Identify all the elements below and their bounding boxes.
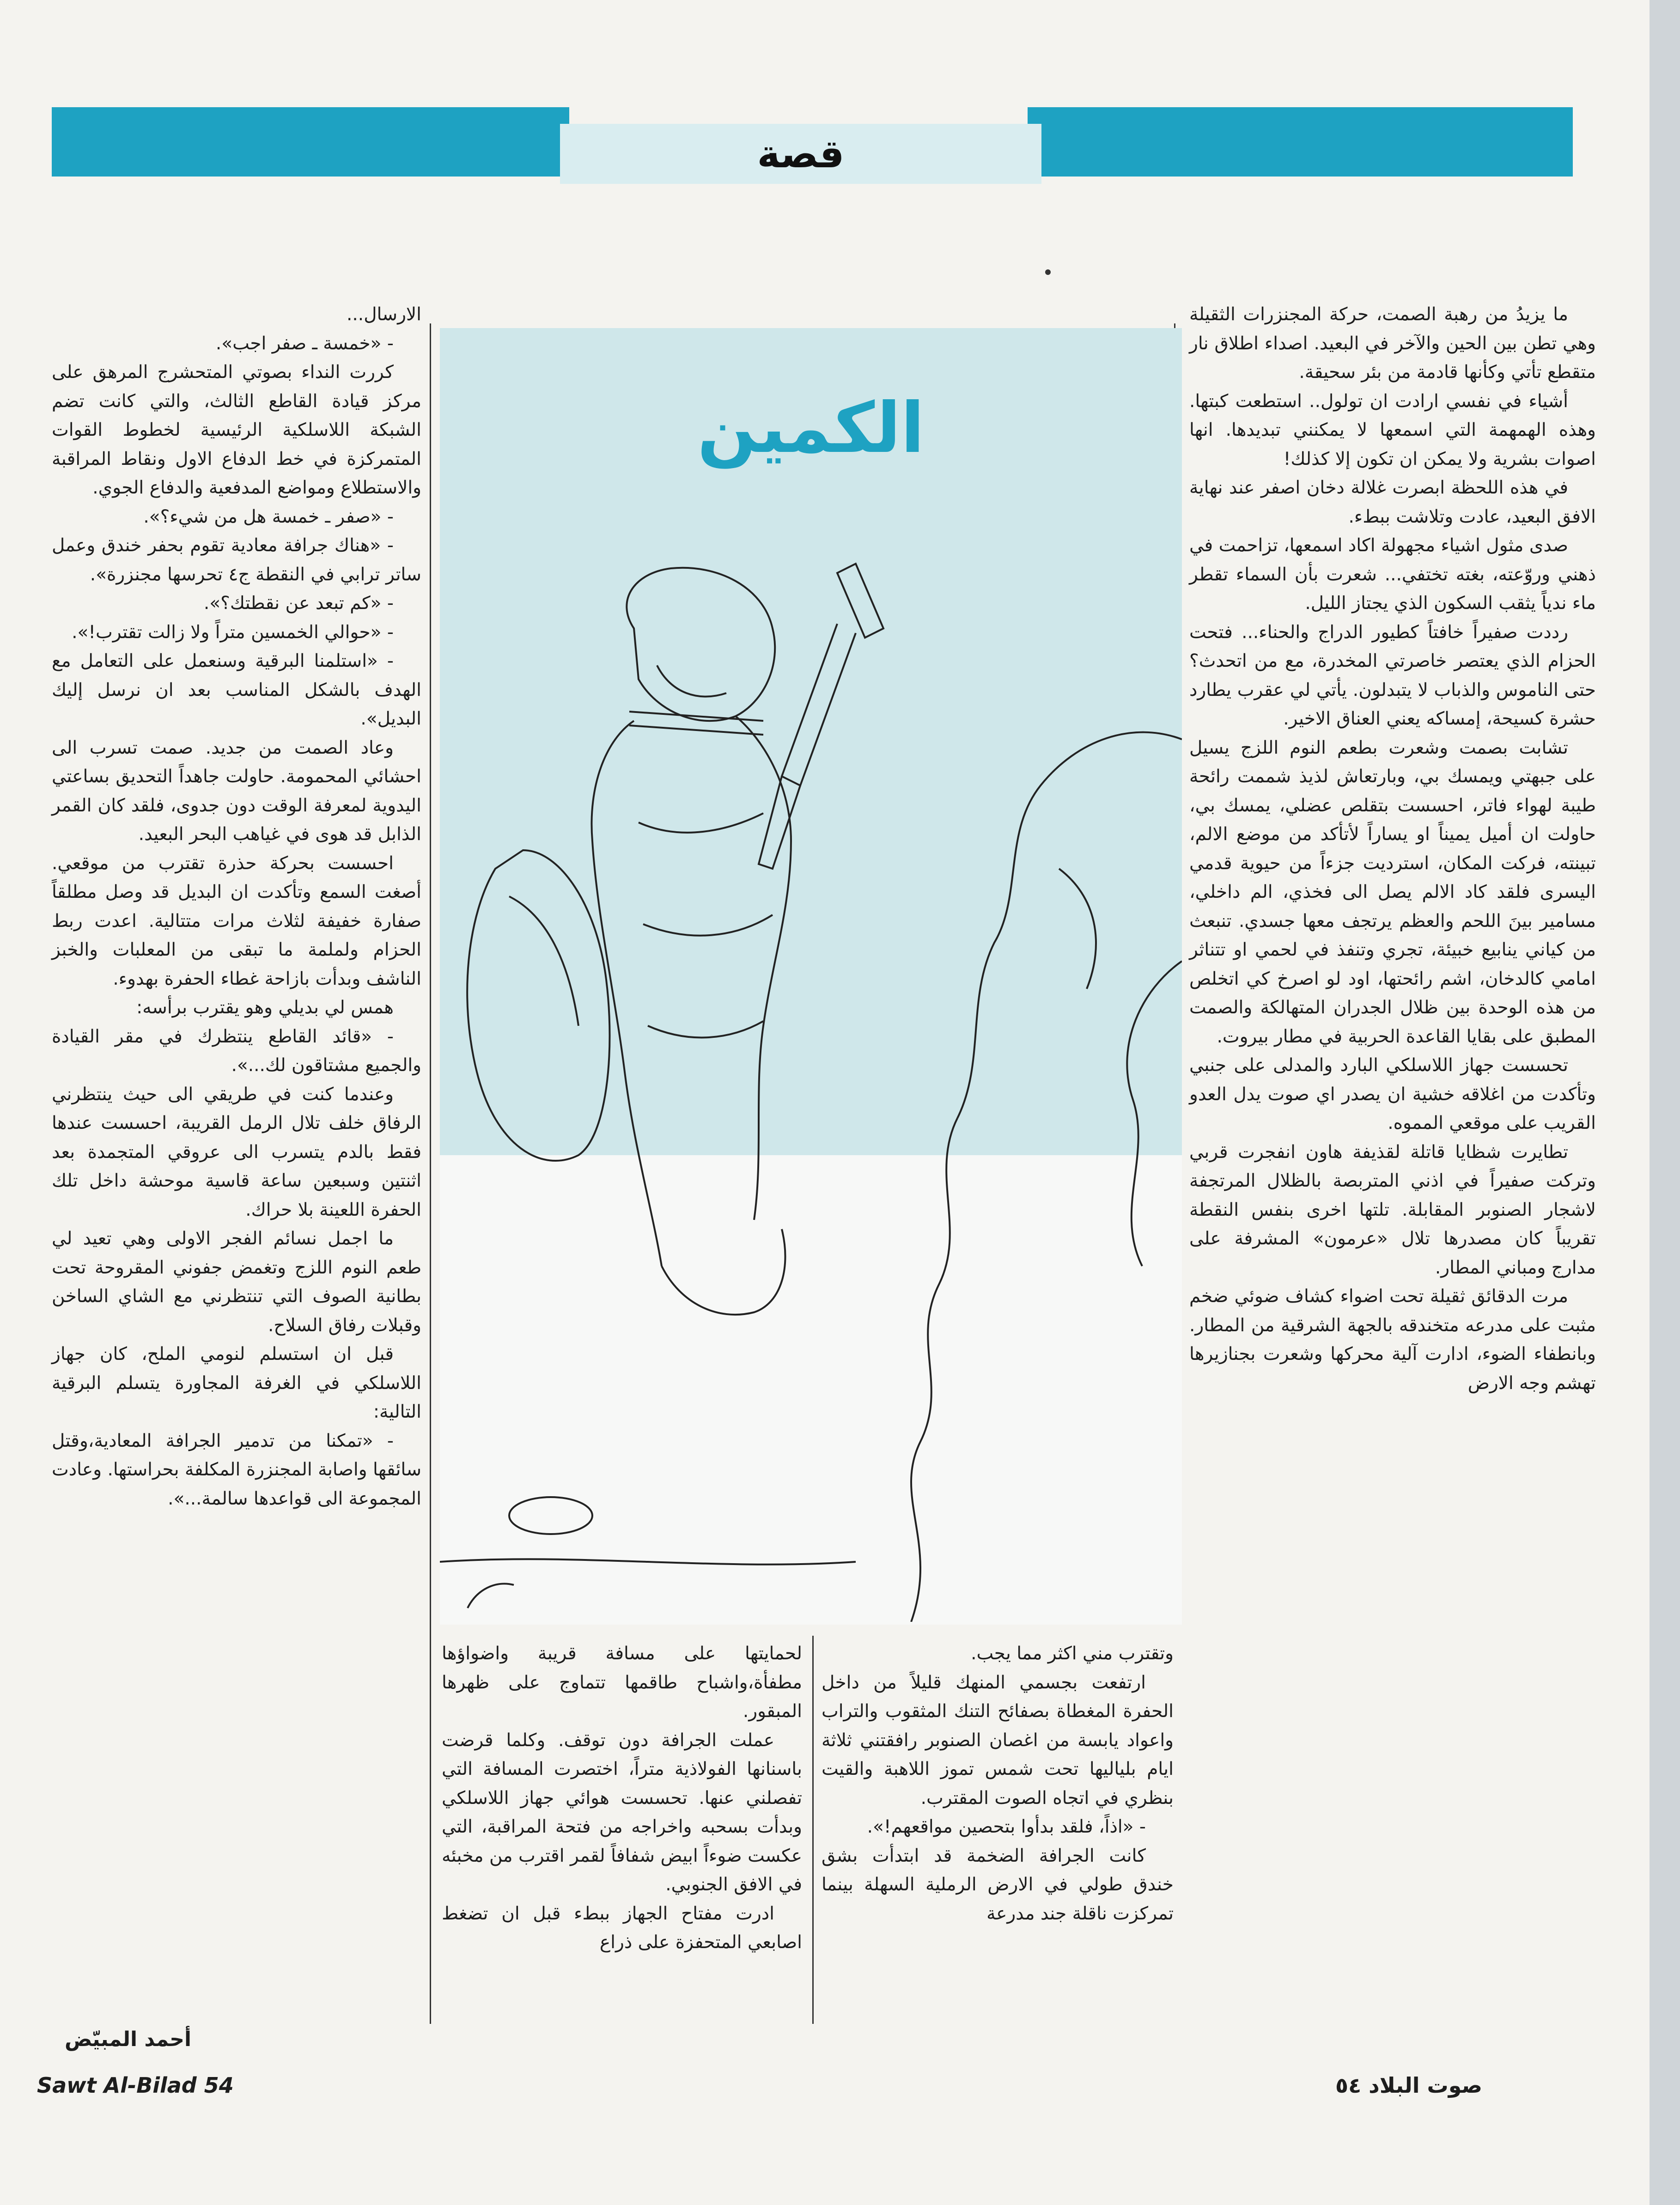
paragraph: همس لي بديلي وهو يقترب برأسه: [136,997,394,1018]
paragraph: وتقترب مني اكثر مما يجب. [971,1643,1174,1664]
soldier-drawing [440,545,1182,1622]
paragraph: صدى مثول اشياء مجهولة اكاد اسمعها، تزاحمت في ذهني وروّعته، بغته تختفي... شعرت بأن السماء تقطر ماء ندياً يثقب السكون الذي يجتاز الليل. [1189,535,1596,614]
section-label: قصة [757,131,845,177]
paragraph: احسست بحركة حذرة تقترب من موقعي. أصغت السمع وتأكدت ان البديل قد وصل مطلقاً صفارة خفيفة لثلاث مرات متتالية. اعدت ربط الحزام ولملمة ما تبقى من المعلبات والخبز الناشف وبدأت بازاحة غطاء الحفرة بهدوء. [52,853,421,989]
story-illustration [440,328,1182,1625]
column-middle-left [442,1639,802,1957]
decorative-dot [1045,269,1051,275]
paragraph: - «قائد القاطع ينتظرك في مقر القيادة والجميع مشتاقون لك...». [52,1026,421,1076]
paragraph: أشياء في نفسي ارادت ان تولول.. استطعت كبتها. وهذه الهمهمة التي اسمعها لا يمكنني تبديدها. انها اصوات بشرية ولا يمكن ان تكون إلا كذلك! [1189,390,1596,469]
story-title: الكمين [697,388,925,469]
paragraph: ارتفعت بجسمي المنهك قليلاً من داخل الحفرة المغطاة بصفائح التنك المثقوب والتراب واعواد يابسة من اغصان الصنوبر رافقتني ثلاثة ايام بلياليها تحت شمس تموز اللاهبة والقيت بنظري في اتجاه الصوت المقترب. [822,1672,1174,1809]
paragraph: كررت النداء بصوتي المتحشرج المرهق على مركز قيادة القاطع الثالث، والتي كانت تضم الشبكة اللاسلكية الرئيسية لخطوط القوات المتمركزة في خط الدفاع الاول ونقاط المراقبة والاستطلاع ومواضع المدفعية والدفاع الجوي. [52,362,421,498]
footer-right: صوت البلاد ٥٤ [1335,2073,1483,2098]
paragraph: - «صفر ـ خمسة هل من شيء؟». [143,506,394,527]
paragraph: لحمايتها على مسافة قريبة واضواؤها مطفأة،واشباح طاقمها تتماوج على ظهرها المبقور. [442,1643,802,1722]
paragraph: - «تمكنا من تدمير الجرافة المعادية،وقتل سائقها واصابة المجنزرة المكلفة بحراستها. وعادت المجموعة الى قواعدها سالمة...». [52,1430,421,1509]
header-band-left [52,107,569,177]
paragraph: رددت صفيراً خافتاً كطيور الدراج والحناء... فتحت الحزام الذي يعتصر خاصرتي المخدرة، مع من اتحدث؟ حتى الناموس والذباب لا يتبدلون. يأتي لي عقرب يطارد حشرة كسيحة، إمساكه يعني العناق الاخير. [1189,621,1596,729]
header-band-right [1028,107,1573,177]
paragraph: ما اجمل نسائم الفجر الاولى وهي تعيد لي طعم النوم اللزج وتغمض جفوني المقروحة تحت بطانية الصوف التي تنتظرني مع الشاي الساخن وقبلات رفاق السلاح. [52,1228,421,1336]
paragraph: تحسست جهاز اللاسلكي البارد والمدلى على جنبي وتأكدت من اغلاقه خشية ان يصدر اي صوت يدل العدو القريب على موقعي المموه. [1189,1055,1596,1133]
page-edge [1650,0,1680,2205]
paragraph: تشابت بصمت وشعرت بطعم النوم اللزج يسيل على جبهتي ويمسك بي، وبارتعاش لذيذ شممت رائحة طيبة لهواء فاتر، احسست بتقلص عضلي، يمسك بي، حاولت ان أميل يميناً او يساراً لأتأكد من موضع الالم، تبينته، فركت المكان، استرديت جزءاً من حيوية قدمي اليسرى فلقد كاد الالم يصل الى فخذي، الم داخلي، مسامير بينَ اللحم والعظم يرتجف معها جسدي. تنبعث من كياني ينابيع خبيئة، تجري وتنفذ في لحمي او تتناثر امامي كالدخان، اشم رائحتها، اود لو اصرخ كي اتخلص من هذه الوحدة بين ظلال الجدران المتهالكة والصمت المطبق على بقايا القاعدة الحربية في مطار بيروت. [1189,737,1596,1047]
paragraph: ما يزيدُ من رهبة الصمت، حركة المجنزرات الثقيلة وهي تطن بين الحين والآخر في البعيد. اصداء اطلاق نار متقطع تأتي وكأنها قادمة من بئر سحيقة. [1189,304,1596,383]
paragraph: ادرت مفتاح الجهاز ببطء قبل ان تضغط اصابعي المتحفزة على ذراع [442,1903,802,1953]
paragraph: وعندما كنت في طريقي الى حيث ينتظرني الرفاق خلف تلال الرمل القريبة، احسست عندها فقط بالدم يتسرب الى عروقي المتجمدة بعد اثنتين وسبعين ساعة قاسية موحشة داخل تلك الحفرة اللعينة بلا حراك. [52,1084,421,1220]
paragraph: - «حوالي الخمسين متراً ولا زالت تقترب!». [72,621,394,643]
footer-left: Sawt Al-Bilad 54 [37,2073,234,2098]
section-header [560,124,1041,184]
paragraph: - «كم تبعد عن نقطتك؟». [203,593,394,614]
paragraph: في هذه اللحظة ابصرت غلالة دخان اصفر عند نهاية الافق البعيد، عادت وتلاشت ببطء. [1189,477,1596,527]
paragraph: قبل ان استسلم لنومي الملح، كان جهاز اللاسلكي في الغرفة المجاورة يتسلم البرقية التالية: [52,1344,421,1422]
paragraph: - «اذاً، فلقد بدأوا بتحصين مواقعهم!». [867,1816,1146,1837]
paragraph: الارسال... [347,304,421,325]
paragraph: - «استلمنا البرقية وسنعمل على التعامل مع الهدف بالشكل المناسب بعد ان نرسل إليك البديل». [52,651,421,729]
paragraph: مرت الدقائق ثقيلة تحت اضواء كشاف ضوئي ضخم مثبت على مدرعه متخندقه بالجهة الشرقية من المطار. وبانطفاء الضوء، ادارت آلية محركها وشعرت بجنازيرها تهشم وجه الارض [1189,1286,1596,1394]
column-divider [430,323,431,2024]
column-right [1189,300,1596,1398]
paragraph: - «خمسة ـ صفر اجب». [215,333,394,354]
paragraph: عملت الجرافة دون توقف. وكلما قرضت باسنانها الفولاذية متراً، اختصرت المسافة التي تفصلني عنها. تحسست هوائي جهاز اللاسلكي وبدأت بسحبه واخراجه من فتحة المراقبة، التي عكست ضوءاً ابيض شفافاً لقمر اقترب من مخبئه في الافق الجنوبي. [442,1730,802,1895]
paragraph: كانت الجرافة الضخمة قد ابتدأت بشق خندق طولي في الارض الرملية السهلة بينما تمركزت ناقلة جند مدرعة [822,1845,1174,1924]
paragraph: - «هناك جرافة معادية تقوم بحفر خندق وعمل ساتر ترابي في النقطة ج٤ تحرسها مجنزرة». [52,535,421,585]
author-name: أحمد المبيّض [65,2028,192,2051]
paragraph: تطايرت شظايا قاتلة لقذيفة هاون انفجرت قربي وتركت صفيراً في اذني المتربصة بالظلال المرتجفة لاشجار الصنوبر المقابلة. تلتها اخرى بنفس النقطة تقريباً كان مصدرها تلال «عرمون» المشرفة على مدارج ومباني المطار. [1189,1141,1596,1278]
paragraph: وعاد الصمت من جديد. صمت تسرب الى احشائي المحمومة. حاولت جاهداً التحديق بساعتي اليدوية لمعرفة الوقت دون جدوى، فلقد كان القمر الذابل قد هوى في غياهب البحر البعيد. [52,737,421,845]
column-divider [812,1636,814,2024]
column-left [52,300,421,1513]
column-middle-right [822,1639,1174,1928]
